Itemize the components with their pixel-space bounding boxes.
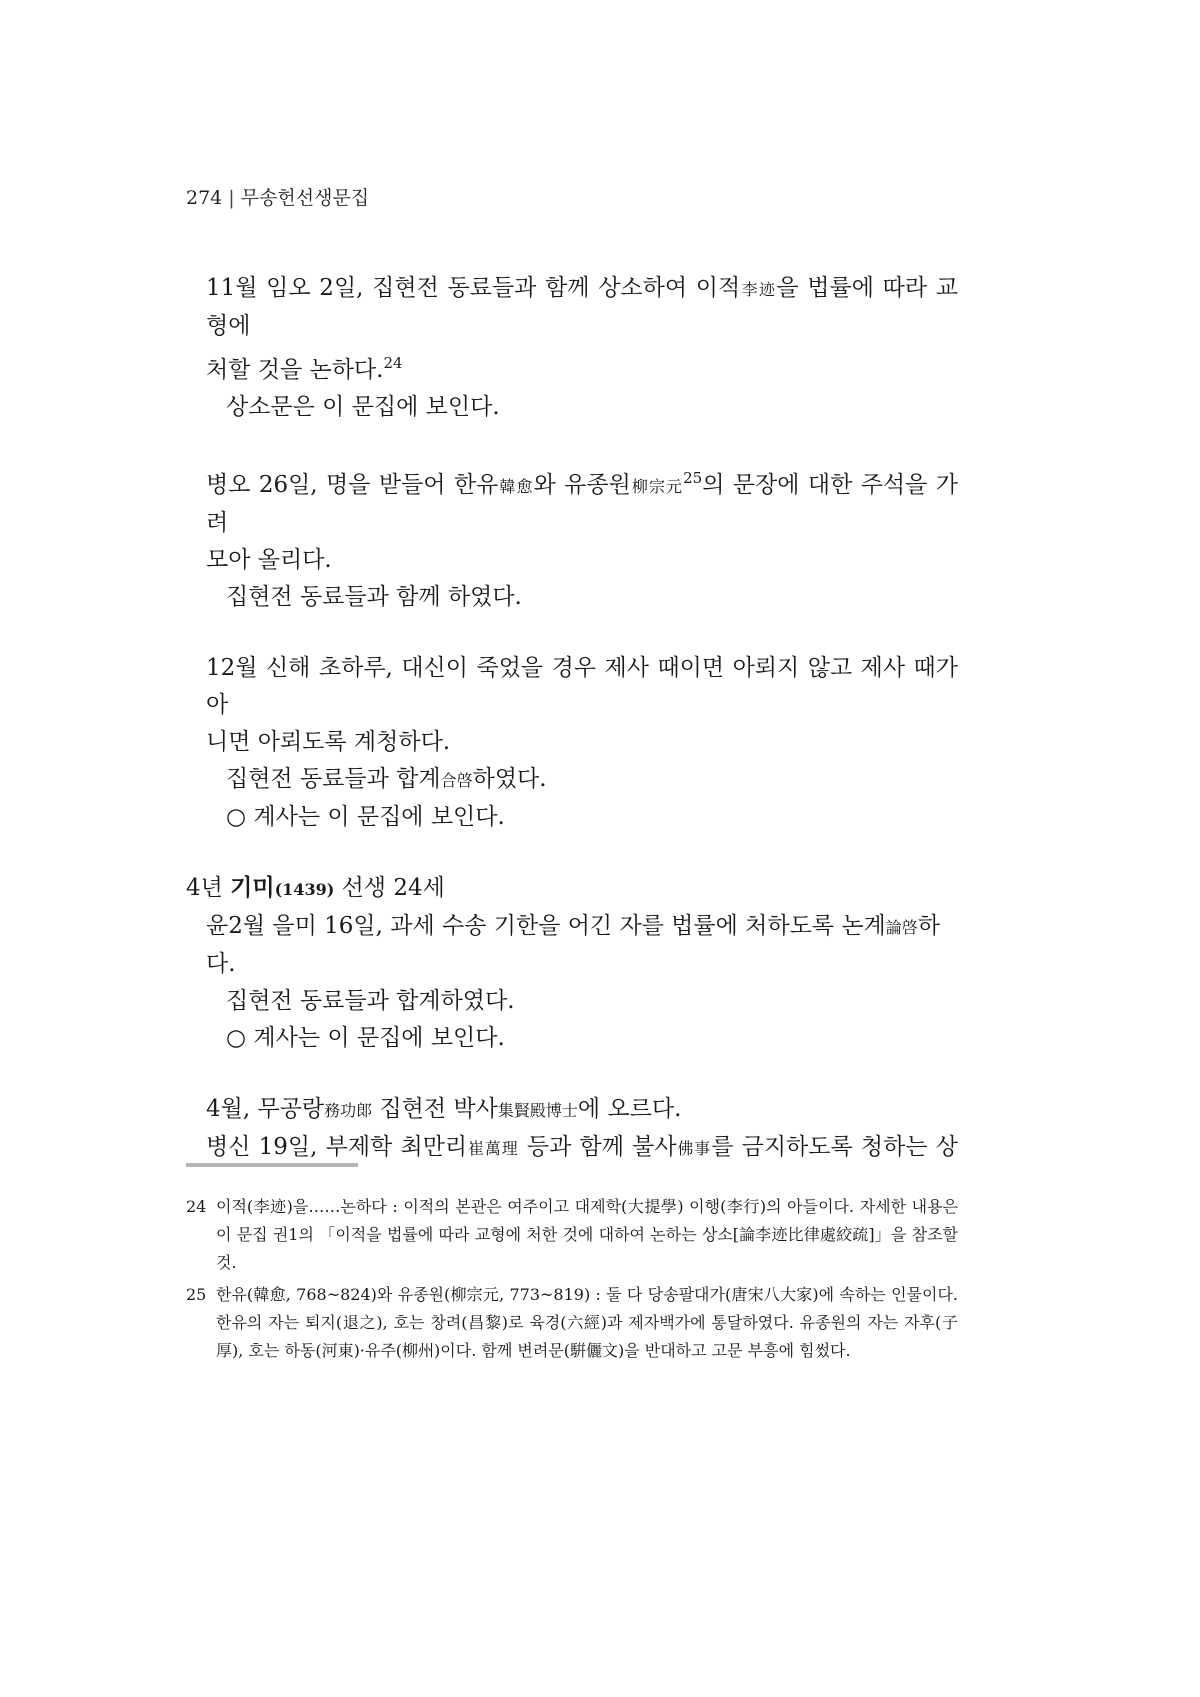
- footnote-24: [186, 1193, 958, 1277]
- entry-4-text-b: 하다.: [206, 913, 941, 977]
- entry-1: [186, 270, 958, 426]
- entry-4-note-1: 집현전 동료들과 합계하였다.: [226, 988, 515, 1014]
- entry-6-text-b: 등과 함께 불사: [518, 1134, 677, 1160]
- entry-2-line-1: [186, 460, 958, 542]
- page-number: 274: [186, 187, 223, 209]
- entry-3-note-hanja: 合啓: [440, 771, 473, 790]
- year-heading-year: (1439): [274, 880, 335, 899]
- entry-1-text-a: 11월 임오 2일, 집현전 동료들과 함께 상소하여 이적: [206, 275, 741, 301]
- footnote-number: 24: [186, 1197, 207, 1216]
- footnote-ref-25[interactable]: 25: [683, 469, 703, 487]
- footnote-text: 한유(韓愈, 768~824)와 유종원(柳宗元, 773~819) : 둘 다 당송팔대가(唐宋八大家)에 속하는 인물이다. 한유의 자는 퇴지(退之), 호는 창려(昌黎)로 육경(六經)과 제자백가에 통달하였다. 유종원의 자는 자후(子厚), 호는 하동(河東)·유주(柳州)이다. 함께 변려문(騈儷文)을 반대하고 고문 부흥에 힘썼다.: [216, 1285, 958, 1360]
- entry-3-note-text-b: 하였다.: [472, 766, 547, 792]
- entry-1-note: 상소문은 이 문집에 보인다.: [226, 394, 500, 420]
- entry-1-line-1: [186, 270, 958, 345]
- entry-5-hanja-2: 集賢殿博士: [497, 1101, 578, 1120]
- book-title: 무송헌선생문집: [240, 187, 370, 209]
- year-heading-ganji: 기미: [230, 875, 275, 901]
- entry-5: [186, 1091, 958, 1129]
- entry-3-note-1: [186, 761, 958, 799]
- entry-6-line-1: [186, 1129, 958, 1167]
- entry-3-note-text-a: 집현전 동료들과 합계: [226, 766, 441, 792]
- entry-6-hanja-2: 佛事: [676, 1139, 712, 1158]
- entry-3-line-2: 니면 아뢰도록 계청하다.: [206, 729, 451, 755]
- entry-2-text-b: 와 유종원: [533, 472, 631, 498]
- entry-6-text-c: 를 금지하도록 청하는 상: [711, 1134, 958, 1160]
- entry-4-note-2: ○ 계사는 이 문집에 보인다.: [226, 1025, 505, 1051]
- entry-2-hanja-1: 韓愈: [498, 477, 534, 496]
- entry-1-text-b: 을 법률에 따라 교형에: [206, 275, 958, 339]
- entry-2-text-a: 병오 26일, 명을 받들어 한유: [206, 472, 499, 498]
- entry-4-text-a: 윤2월 을미 16일, 과세 수송 기한을 어긴 자를 법률에 처하도록 논계: [206, 913, 886, 939]
- entry-6: [186, 1129, 958, 1167]
- entry-2: [186, 460, 958, 616]
- entry-2-text-c: 의 문장에 대한 주석을 가려: [206, 472, 958, 536]
- entry-2-hanja-2: 柳宗元: [630, 477, 684, 496]
- entry-4-line-1: [186, 908, 958, 983]
- entry-2-note: 집현전 동료들과 함께 하였다.: [226, 584, 522, 610]
- entry-1-hanja: 李迹: [740, 280, 777, 299]
- entry-3-line-1: 12월 신해 초하루, 대신이 죽었을 경우 제사 때이면 아뢰지 않고 제사 때가 아: [206, 655, 958, 718]
- entry-6-hanja-1: 崔萬理: [467, 1139, 519, 1158]
- header-separator: |: [228, 187, 235, 209]
- footnote-ref-24[interactable]: 24: [383, 354, 403, 372]
- year-heading: [186, 870, 958, 908]
- entry-6-text-a: 병신 19일, 부제학 최만리: [206, 1134, 468, 1160]
- main-text: [186, 270, 958, 1167]
- entry-1-line-2: [186, 345, 958, 389]
- entry-1-text-c: 처할 것을 논하다.: [206, 357, 384, 383]
- footnote-text: 이적(李迹)을……논하다 : 이적의 본관은 여주이고 대제학(大提學) 이행(李行)의 아들이다. 자세한 내용은 이 문집 권1의 「이적을 법률에 따라 교형에 처한 것에 대하여 논하는 상소[論李迹比律處絞疏]」을 참조할 것.: [216, 1197, 958, 1272]
- footnotes: [186, 1193, 958, 1369]
- entry-5-hanja-1: 務功郞: [324, 1101, 373, 1120]
- entry-3: [186, 650, 958, 836]
- footnote-25: [186, 1281, 958, 1365]
- entry-5-text-c: 에 오르다.: [577, 1096, 682, 1122]
- entry-5-line-1: [186, 1091, 958, 1129]
- entry-4: [186, 908, 958, 1057]
- year-heading-b: 선생 24세: [334, 875, 445, 901]
- footnote-divider: [186, 1163, 358, 1167]
- entry-3-note-2: ○ 계사는 이 문집에 보인다.: [226, 804, 505, 830]
- entry-2-line-2: 모아 올리다.: [206, 547, 332, 573]
- entry-5-text-a: 4월, 무공랑: [206, 1096, 325, 1122]
- year-heading-a: 4년: [186, 875, 231, 901]
- footnote-number: 25: [186, 1285, 207, 1304]
- entry-4-hanja: 論啓: [885, 918, 918, 937]
- entry-5-text-b: 집현전 박사: [372, 1096, 498, 1122]
- running-header: [186, 183, 369, 210]
